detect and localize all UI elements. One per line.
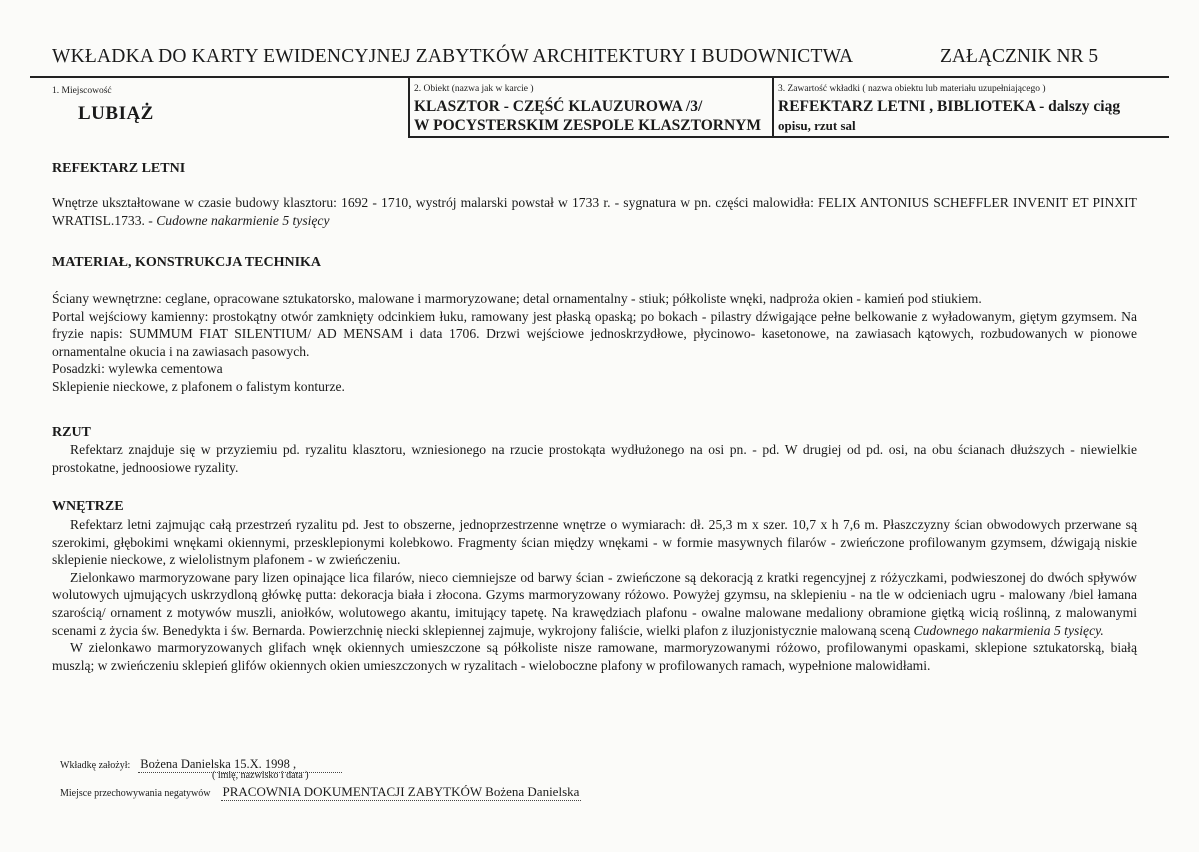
section-heading-rzut: RZUT — [52, 425, 91, 440]
document-title: WKŁADKA DO KARTY EWIDENCYJNEJ ZABYTKÓW ARCHITEKTURY I BUDOWNICTWA — [52, 46, 854, 67]
locality-label: 1. Miejscowość — [52, 86, 112, 96]
section-heading-wnetrze: WNĘTRZE — [52, 499, 124, 514]
material-paragraph-2: Portal wejściowy kamienny: prostokątny otwór zamknięty odcinkiem łuku, ramowany jest płaską opaską; po bokach - pilastry dźwigające pełne belkowanie z wyładowanym, giętym gzymsem. Na fryzie napis: SUMMUM FIAT SILENTIUM/ AD MENSAM i data 1706. Drzwi wejściowe jednoskrzydłowe, płycinowo- kasetonowe, na zawiasach kątowych, rozbudowanych w pionowe ornamentalne okucia i na zawiasach pasowych. — [52, 308, 1137, 359]
storage-value: PRACOWNIA DOKUMENTACJI ZABYTKÓW Bożena Danielska — [222, 784, 580, 799]
object-label: 2. Obiekt (nazwa jak w karcie ) — [414, 84, 534, 94]
material-block — [52, 290, 1137, 396]
material-paragraph-3: Posadzki: wylewka cementowa — [52, 361, 223, 377]
rzut-paragraph: Refektarz znajduje się w przyziemiu pd. ryzalitu klasztoru, wzniesionego na rzucie prostokąta wydłużonego na osi pn. - pd. W drugiej od pd. osi, na obu ścianach dłuższych - niewielkie prostokatne, jednoosiowe ryzality. — [52, 442, 1137, 475]
refektarz-italic: Cudowne nakarmienie 5 tysięcy — [156, 212, 330, 228]
wnetrze-paragraph-1: Refektarz letni zajmując całą przestrzeń ryzalitu pd. Jest to obszerne, jednoprzestrzenne wnętrze o wymiarach: dł. 25,3 m x szer. 10,7 x h 7,6 m. Płaszczyzny ścian obwodowych przerwane są szerokimi, głębokimi wnękami okiennymi, przesklepionymi kolebkowo. Fragmenty ścian między wnękami - w formie masywnych filarów - zwieńczone profilowanym gzymsem, dźwigają niskie sklepienie nieckowe, z wielolistnym plafonem - w zwieńczeniu. — [52, 517, 1137, 568]
locality-value: LUBIĄŻ — [78, 103, 154, 124]
refektarz-text: Wnętrze ukształtowane w czasie budowy klasztoru: 1692 - 1710, wystrój malarski powstał w 1733 r. - sygnatura w pn. części malowidła: FELIX ANTONIUS SCHEFFLER INVENIT ET PINXIT WRATISL.1733. - — [52, 195, 1137, 228]
header-rule — [30, 76, 1169, 78]
wnetrze-paragraph-3: W zielonkawo marmoryzowanych glifach wnęk okiennych umieszczone są półkoliste nisze ramowane, marmoryzowanymi różowo, profilowanymi opaskami, sklepione sztukatorską, białą muszlą; w zwieńczeniu sklepień glifów okiennych okien umieszczonych w ryzalitach - wieloboczne plafony w profilowanych ramach, wypełnione malowidłami. — [52, 640, 1137, 673]
refektarz-paragraph — [52, 194, 1137, 229]
storage-row — [60, 783, 581, 801]
content-label: 3. Zawartość wkładki ( nazwa obiektu lub materiału uzupełniającego ) — [778, 84, 1046, 94]
content-line-1: REFEKTARZ LETNI , BIBLIOTEKA - dalszy ciąg — [778, 98, 1121, 115]
object-line-2: W POCYSTERSKIM ZESPOLE KLASZTORNYM — [414, 117, 761, 134]
section-heading-refektarz: REFEKTARZ LETNI — [52, 161, 186, 176]
wnetrze-block — [52, 516, 1137, 674]
field-divider-1 — [408, 77, 410, 137]
attachment-number: ZAŁĄCZNIK NR 5 — [940, 46, 1099, 67]
wnetrze-paragraph-2: Zielonkawo marmoryzowane pary lizen opinające lica filarów, nieco ciemniejsze od barwy ścian - zwieńczone są dekoracją z kratki regencyjnej z różyczkami, podwieszonej do dwóch spływów wolutowych ujmujących uskrzydloną główkę putta: dekoracja biała i złocona. Gzyms marmoryzowany różowo. Powyżej gzymsu, na sklepieniu - na tle w odcieniach ugru - malowany /biel łamana szarością/ ornament z motywów muszli, aniołków, wolutowego akantu, imitujący tapetę. Na krawędziach plafonu - owalne malowane medaliony obramione giętką wicią roślinną, z malowanymi scenami z życia św. Benedykta i św. Bernarda. Powierzchnię niecki sklepiennej zajmuje, wykrojony faliście, wielki plafon z iluzjonistycznie malowaną sceną — [52, 569, 1137, 638]
author-value: Bożena Danielska 15.X. 1998 , — [138, 757, 342, 773]
section-heading-material: MATERIAŁ, KONSTRUKCJA TECHNIKA — [52, 255, 322, 270]
object-line-1: KLASZTOR - CZĘŚĆ KLAUZUROWA /3/ — [414, 98, 703, 115]
author-hint: ( imię, nazwisko i data ) — [212, 770, 309, 781]
material-paragraph-1: Ściany wewnętrzne: ceglane, opracowane sztukatorsko, malowane i marmoryzowane; detal ornamentalny - stiuk; półkoliste wnęki, nadproża okien - kamień pod stiukiem. — [52, 291, 982, 306]
material-paragraph-4: Sklepienie nieckowe, z plafonem o falistym konturze. — [52, 378, 345, 394]
storage-label: Miejsce przechowywania negatywów — [60, 788, 211, 799]
author-label: Wkładkę założył: — [60, 760, 131, 771]
wnetrze-paragraph-2-italic: Cudownego nakarmienia 5 tysięcy. — [913, 622, 1104, 638]
content-line-2: opisu, rzut sal — [778, 118, 856, 133]
field-bottom-rule — [408, 136, 1169, 138]
rzut-block — [52, 441, 1137, 476]
field-divider-2 — [772, 77, 774, 137]
